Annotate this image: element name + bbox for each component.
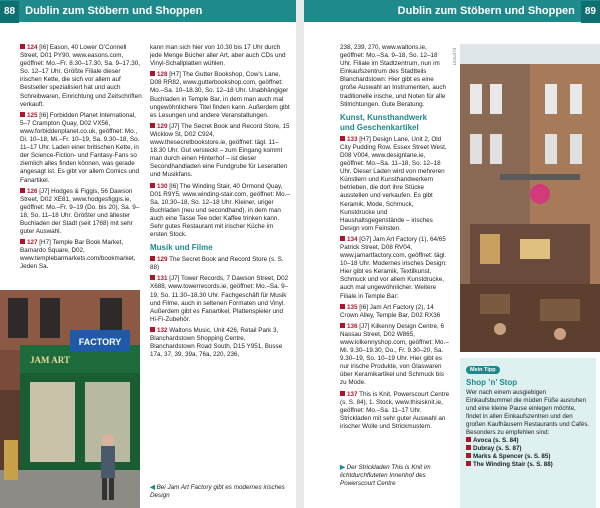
entry-126: 126 [J7] Hodges & Figgis, 56 Dawson Street, D02 XE81, www.hodgesfiggis.ie, geöffnet: Mo.–Fr. 9–19 (Do. bis 20), Sa. 9–18, So. 11–18 Uhr. Größter und ältester Buchladen der Stadt (seit 1768) mit sehr guter Auswahl.	[20, 187, 140, 236]
bullet-icon	[466, 437, 471, 442]
entry-131: 131 [J7] Tower Records, 7 Dawson Street, D02 X688, www.towerrecords.ie, geöffnet: Mo.–Sa. 9–19, So. 11.30–18.30 Uhr. Fachgeschäft für Musik und Filme, auch in seltenen Formaten und Vinyl. Außerdem gibt es Fanartikel, Plattenspieler und Hi-Fi-Zubehör.	[150, 275, 289, 323]
section-heading-art: Kunst, Kunsthandwerk und Geschenkartikel	[340, 112, 428, 132]
left-page-number: 88	[0, 1, 19, 23]
photo-credit: 183ud fd	[452, 48, 457, 66]
column-3	[340, 44, 450, 434]
entry-127-continued: kann man sich hier von 10.30 bis 17 Uhr durch jede Menge Bücher aller Art, aber auch CDs und Vinyl-Schallplatten wühlen.	[150, 44, 286, 68]
tip-list	[466, 437, 590, 469]
entry-124: 124 [I6] Eason, 40 Lower O’Connell Street, D01 PY90, www.easons.com, geöffnet: Mo.–Fr. 8.30–17.30, Sa. 9–17.30, So. 12–17 Uhr. Größte Filiale dieser irischen Kette, die sich vor allem auf Bestseller spezialisiert hat und auch Schreibwaren, Einrichtung und Zeitschriften verkauft.	[20, 44, 142, 108]
entry-133: 133 [H7] Design Lane, Unit 2, Old City Pudding Row, Essex Street West, D08 V004, www.designlane.ie, geöffnet: Mo.–Sa. 11–18, So. 12–18 Uhr. Dieser Laden wird von mehreren Künstlern und Kunsthandwerkern betrieben, die dort ihre Stücke ausstellen und verkaufen. Es gibt Keramik, Mode, Schmuck, Kunstdrucke und Haushaltsgegenstände – irisches Design vom Feinsten.	[340, 135, 447, 232]
column-2	[150, 44, 290, 362]
shop-icon	[20, 188, 25, 193]
section-heading-music: Musik und Filme	[150, 243, 213, 253]
shop-icon	[150, 256, 155, 261]
shop-icon	[150, 123, 155, 128]
tip-title: Shop ’n’ Stop	[466, 378, 518, 387]
entry-132: 132 Waltons Music, Unit 426, Retail Park 3, Blanchardstown Shopping Centre, Blanchardstown Road South, D15 Y951, Busse 17a, 37, 39, 39a, 76a, 220, 236,	[150, 326, 283, 359]
page-gutter	[296, 0, 304, 508]
tip-item: Dubray (s. S. 87)	[466, 445, 590, 453]
caption-arrow-icon: ▶	[340, 464, 345, 471]
entry-132-continued: 238, 239, 270, www.waltons.ie, geöffnet: Mo.–Sa. 9–18, So. 12–18 Uhr. Filiale im Stadtzentrum, nun im Einkaufszentrum des Stadtteils Blanchardstown: Hier gibt es eine große Auswahl an Instrumenten, auch traditionelle irische, und Noten für alle Stilrichtungen. Gute Beratung.	[340, 44, 447, 108]
tip-item: Marks & Spencer (s. S. 85)	[466, 453, 590, 461]
entry-127: 127 [H7] Temple Bar Book Market, Barnardo Square, D02, www.templebarmarkets.com/bookmarket, Jeden Sa.	[20, 239, 136, 271]
shop-icon	[340, 236, 345, 241]
svg-text:FACTORY: FACTORY	[78, 337, 122, 347]
photo-caption-left: ◀ Bei Jam Art Factory gibt es modernes irisches Design	[150, 484, 285, 499]
right-page-number: 89	[581, 1, 600, 23]
right-page-header	[304, 0, 600, 22]
shop-icon	[340, 304, 345, 309]
shop-icon	[20, 44, 25, 49]
left-page-header	[0, 0, 296, 22]
bullet-icon	[466, 445, 471, 450]
shop-icon	[20, 239, 25, 244]
entry-125: 125 [I6] Forbidden Planet International, 5–7 Crampton Quay, D02 VX56, www.forbiddenplanet.co.uk, geöffnet: Mo., Di. 10–18, Mi.–Fr. 10–19, Sa. 9.30–18, So. 11–17 Uhr. Laden einer britischen Kette, in der Science-Fiction- und Fantasy-Fans so ziemlich alles finden können, was gerade angesagt ist. Es gibt vor allem Comics und Fanartikel.	[20, 111, 140, 184]
bullet-icon	[466, 453, 471, 458]
shop-icon	[150, 71, 155, 76]
svg-text:JAM ART: JAM ART	[30, 355, 70, 365]
entry-130: 130 [I6] The Winding Stair, 40 Ormond Quay, D01 R9Y5, www.winding-stair.com, geöffnet: Mo.–Sa. 10.30–18, So. 12–18 Uhr. Kleiner, uriger Buchladen (neu und secondhand), in dem man auch eine Tasse Tee oder Kaffee trinken kann. Sehr gutes Restaurant mit irischer Küche im ersten Stock.	[150, 182, 290, 239]
column-1	[20, 44, 142, 275]
powerscourt-centre-photo	[460, 44, 600, 352]
entry-129-ref: 129 The Secret Book and Record Store (s. S. 88)	[150, 256, 284, 272]
shop-icon	[20, 112, 25, 117]
shop-icon	[340, 136, 345, 141]
entry-135: 135 [I6] Jam Art Factory (2), 14 Crown Alley, Temple Bar, D02 RX36	[340, 303, 441, 319]
tip-item: The Winding Stair (s. S. 88)	[466, 461, 590, 469]
right-page-title: Dublin zum Stöbern und Shoppen	[397, 5, 575, 17]
shop-icon	[150, 275, 155, 280]
shop-icon	[150, 183, 155, 188]
shop-icon	[340, 391, 345, 396]
bullet-icon	[466, 461, 471, 466]
tip-label-badge: Mein Tipp	[466, 366, 500, 374]
entry-137: 137 This is Knit, Powerscourt Centre (s. S. 84), 1. Stock, www.thisisknit.ie, geöffnet: Mo.–Sa. 11–17 Uhr. Strickladen mit sehr guter Auswahl an irischer Wolle und Strickmustern.	[340, 390, 450, 430]
entry-128: 128 [H7] The Gutter Bookshop, Cow’s Lane, D08 RR82, www.gutterbookshop.com, geöffnet: Mo.–Sa. 10–18.30, So. 12–18 Uhr. Unabhängiger Buchladen in Temple Bar, in dem man auch mal ungewöhnlichere Titel finden kann. Außerdem gibt es Lesungen und andere Veranstaltungen.	[150, 71, 290, 119]
shop-icon	[150, 327, 155, 332]
entry-134: 134 [G7] Jam Art Factory (1), 64/65 Patrick Street, D08 RV04, www.jamartfactory.com, geöffnet: tägl. 10–18 Uhr. Modernes irisches Design: Hier gibt es Keramik, Textilkunst, Schmuck und vor allem Kunstdrucke, auch mal ungewöhnlicher. Weitere Filiale in Temple Bar:	[340, 235, 447, 300]
storefront-illustration	[0, 290, 140, 508]
tip-box	[460, 358, 596, 508]
courtyard-illustration	[460, 44, 600, 352]
entry-136: 136 [J7] Kilkenny Design Centre, 6 Nassau Street, D02 W865, www.kilkennyshop.com, geöffnet: Mo.–Mi. 9.30–19.30, Do., Fr. 9.30–20, Sa. 9.30–19, So. 10–19 Uhr. Hier gibt es nur irische Produkte, von Glaswaren über Keramikartikel und Schmuck bis zu Mode.	[340, 322, 449, 387]
entry-129: 129 [J7] The Secret Book and Record Store, 15 Wicklow St, D02 C924, www.thesecretbookstore.ie, geöffnet: tägl. 11–18.30 Uhr. Gut versteckt – zum Eingang kommt man durch einen Hinterhof – ist dieser Secondhandladen eine Fundgrube für Leseratten und Musikfans.	[150, 122, 290, 179]
caption-arrow-icon: ◀	[150, 484, 155, 491]
tip-text: Wer nach einem ausgiebigen Einkaufsbummel die müden Füße ausruhen und eine kleine Pause einlegen möchte, findet in allen Einkaufszentren und den großen Kaufhäusern Restaurants und Cafés. Besonders zu empfehlen sind: Avoca (s. S. 84) Dubray (s. S. 87) Marks & Spencer (s. S. 85) The Winding Stair (s. S. 88)	[466, 389, 590, 468]
photo-caption-right: ▶ Der Strickladen This is Knit im lichtdurchfluteten Innenhof des Powerscourt Centre	[340, 464, 431, 487]
jam-art-factory-photo	[0, 290, 140, 508]
shop-icon	[340, 323, 345, 328]
left-page-title: Dublin zum Stöbern und Shoppen	[25, 5, 203, 17]
tip-item: Avoca (s. S. 84)	[466, 437, 590, 445]
